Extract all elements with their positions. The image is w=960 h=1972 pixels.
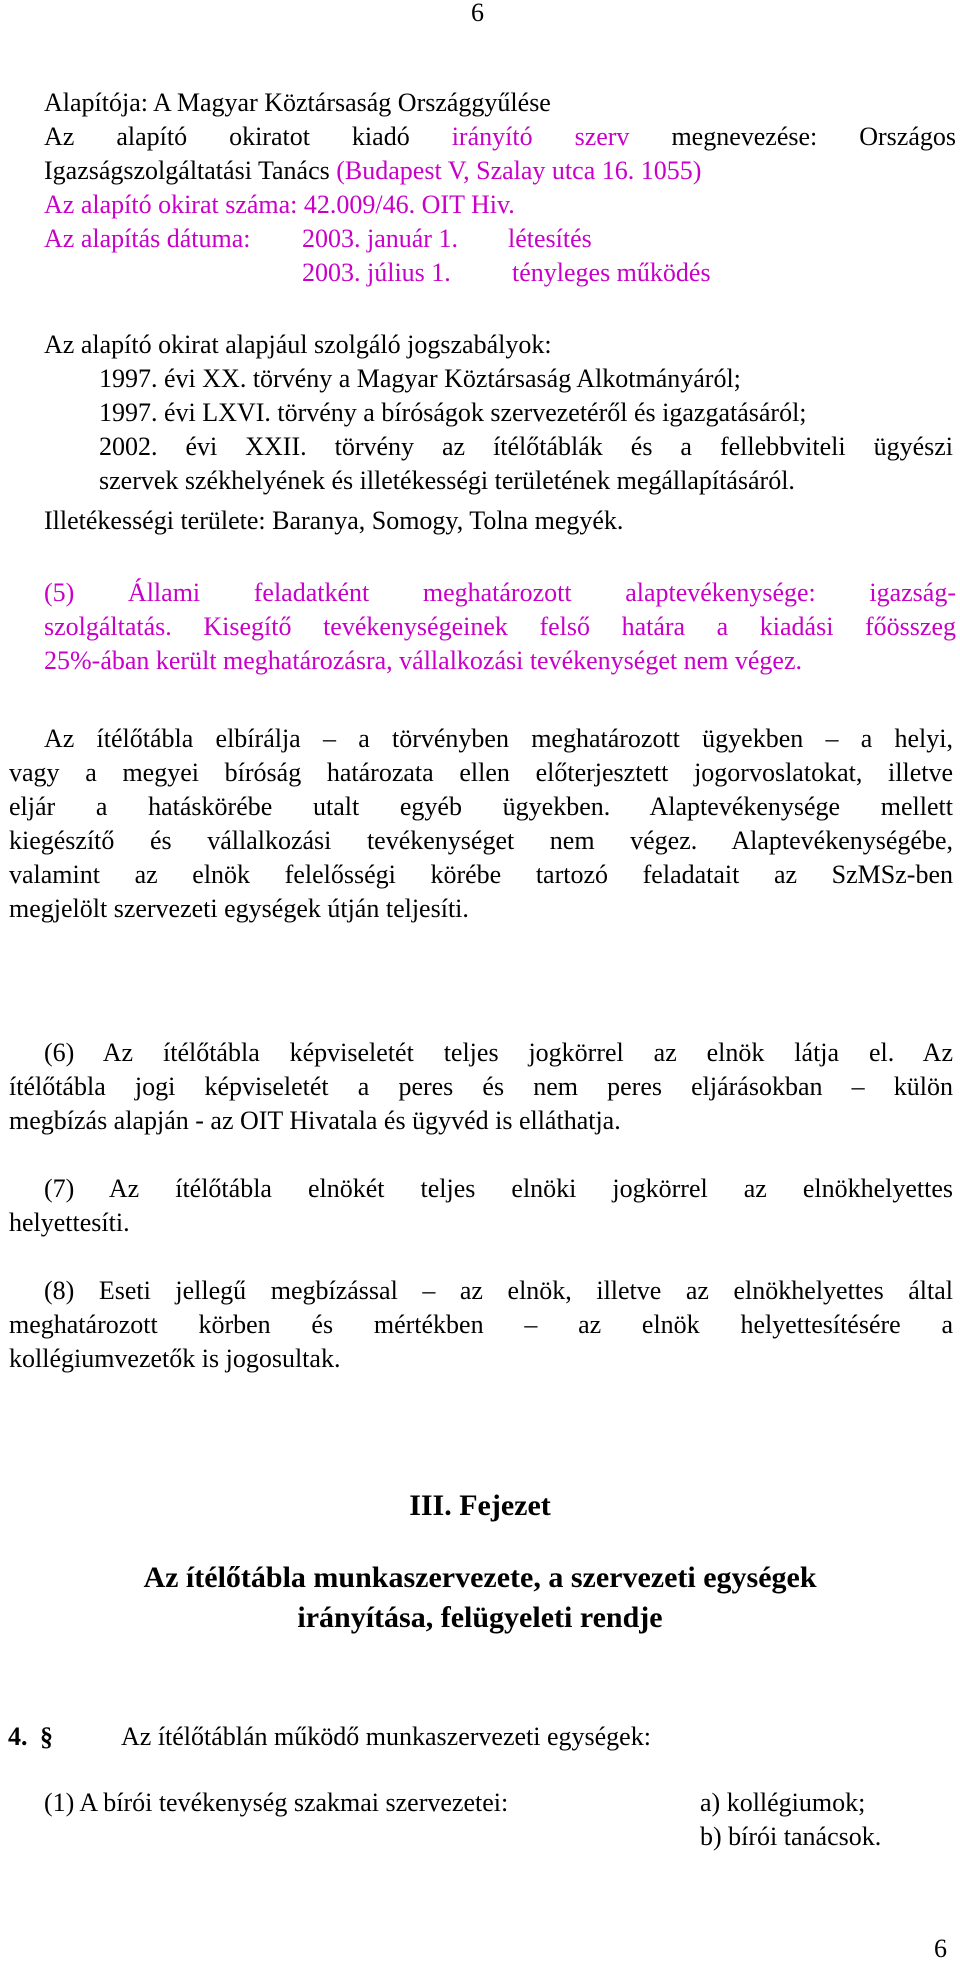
section-4-number: 4. — [8, 1722, 28, 1751]
issuer-prefix: Az alapító okiratot kiadó — [44, 122, 410, 151]
paragraph-5 — [44, 576, 956, 678]
paragraph-8 — [9, 1274, 953, 1376]
issuer-line — [44, 120, 956, 154]
jurisdiction: Illetékességi területe: Baranya, Somogy, Tolna megyék. — [44, 506, 624, 535]
paragraph-8-line-2: meghatározott körben és mértékben – az elnök helyettesítésére a — [9, 1310, 953, 1339]
page-number-top: 6 — [471, 0, 484, 27]
section-4-item-1-b: b) bírói tanácsok. — [700, 1822, 882, 1851]
council-name: Igazságszolgáltatási Tanács — [44, 156, 330, 185]
section-4-item-1-a: a) kollégiumok; — [700, 1788, 866, 1817]
chapter-title-line-2: irányítása, felügyeleti rendje — [297, 1601, 663, 1634]
paragraph-5-line-3: 25%-ában került meghatározásra, vállalkozási tevékenységet nem végez. — [44, 646, 802, 675]
deed-number: 42.009/46. OIT Hiv. — [303, 190, 515, 219]
deed-number-line — [44, 188, 515, 222]
section-symbol: § — [40, 1722, 53, 1751]
founder-line: Alapítója: A Magyar Köztársaság Országgyűlése — [44, 88, 551, 117]
section-4-item-1-label: (1) A bírói tevékenység szakmai szervezetei: — [44, 1788, 509, 1817]
law-2: 1997. évi LXVI. törvény a bíróságok szervezetéről és igazgatásáról; — [99, 398, 807, 427]
issuer-label: irányító szerv — [451, 122, 630, 151]
chapter-number: III. Fejezet — [409, 1489, 551, 1522]
chapter-title-line-1: Az ítélőtábla munkaszervezete, a szervezeti egységek — [143, 1561, 817, 1594]
issuer-suffix: megnevezése: Országos — [671, 122, 956, 151]
deed-number-label: Az alapító okirat száma: — [44, 190, 298, 219]
paragraph-court-line-3: eljár a hatáskörébe utalt egyéb ügyekben. Alaptevékenysége mellett — [9, 792, 953, 821]
law-3-line-2: szervek székhelyének és illetékességi területének megállapításáról. — [99, 466, 795, 495]
founding-date-1-note: létesítés — [508, 224, 592, 253]
paragraph-7-line-2: helyettesíti. — [9, 1208, 130, 1237]
paragraph-6 — [9, 1036, 953, 1138]
paragraph-6-line-2: ítélőtábla jogi képviseletét a peres és nem peres eljárásokban – külön — [9, 1072, 953, 1101]
paragraph-court-line-4: kiegészítő és vállalkozási tevékenységet nem végez. Alaptevékenységébe, — [9, 826, 953, 855]
council-address: (Budapest V, Szalay utca 16. 1055) — [336, 156, 702, 185]
paragraph-5-line-1: (5) Állami feladatként meghatározott alaptevékenysége: igazság- — [44, 578, 956, 607]
paragraph-7-line-1: (7) Az ítélőtábla elnökét teljes elnöki jogkörrel az elnökhelyettes — [44, 1174, 953, 1203]
founding-date-1: 2003. január 1. — [302, 224, 458, 253]
founding-date-label: Az alapítás dátuma: — [44, 224, 251, 253]
paragraph-court-line-2: vagy a megyei bíróság határozata ellen előterjesztett jogorvoslatokat, illetve — [9, 758, 953, 787]
paragraph-8-line-3: kollégiumvezetők is jogosultak. — [9, 1344, 341, 1373]
paragraph-8-line-1: (8) Eseti jellegű megbízással – az elnök, illetve az elnökhelyettes által — [44, 1276, 953, 1305]
paragraph-7 — [9, 1172, 953, 1240]
paragraph-5-line-2: szolgáltatás. Kisegítő tevékenységeinek felső határa a kiadási főösszeg — [44, 612, 956, 641]
law-3-line-1: 2002. évi XXII. törvény az ítélőtáblák és a fellebbviteli ügyészi — [99, 432, 953, 461]
paragraph-court-line-1: Az ítélőtábla elbírálja – a törvényben meghatározott ügyekben – a helyi, — [44, 724, 953, 753]
founding-date-2-note: tényleges működés — [512, 258, 711, 287]
paragraph-court — [9, 722, 953, 926]
section-4-title: Az ítélőtáblán működő munkaszervezeti egységek: — [121, 1722, 651, 1751]
paragraph-6-line-3: megbízás alapján - az OIT Hivatala és ügyvéd is elláthatja. — [9, 1106, 621, 1135]
laws-intro: Az alapító okirat alapjául szolgáló jogszabályok: — [44, 330, 552, 359]
council-line — [44, 154, 701, 188]
page-number-bottom: 6 — [934, 1934, 947, 1963]
paragraph-6-line-1: (6) Az ítélőtábla képviseletét teljes jogkörrel az elnök látja el. Az — [44, 1038, 953, 1067]
founding-date-2: 2003. július 1. — [302, 258, 451, 287]
paragraph-court-line-6: megjelölt szervezeti egységek útján teljesíti. — [9, 894, 469, 923]
issuer-block — [44, 120, 956, 154]
paragraph-court-line-5: valamint az elnök felelősségi körébe tartozó feladatait az SzMSz-ben — [9, 860, 953, 889]
law-1: 1997. évi XX. törvény a Magyar Köztársaság Alkotmányáról; — [99, 364, 741, 393]
law-3 — [99, 430, 953, 498]
